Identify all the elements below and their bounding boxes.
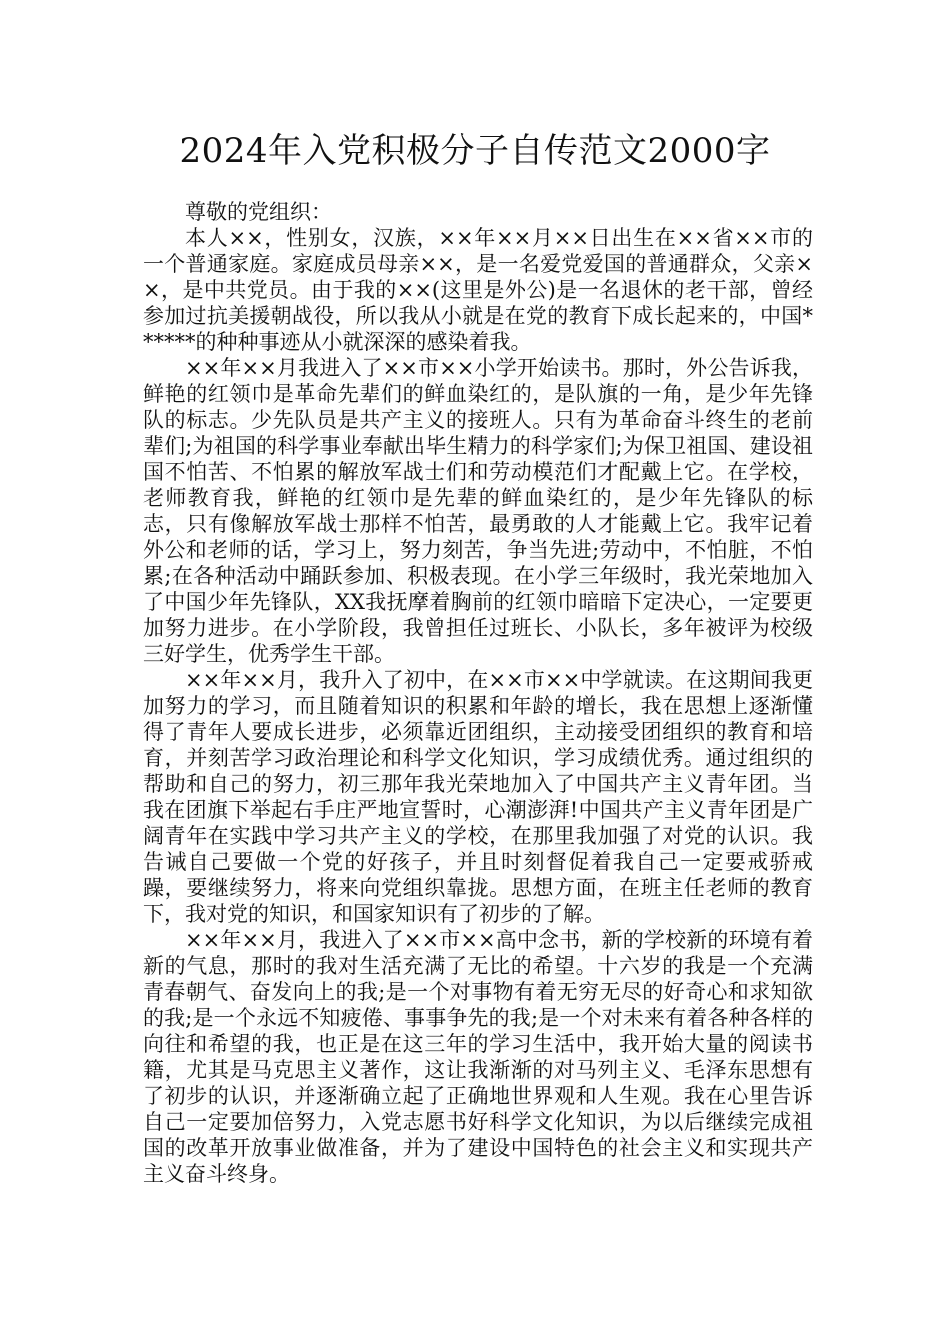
paragraph-junior-high: ××年××月，我升入了初中，在××市××中学就读。在这期间我更加努力的学习，而且随着知识的积累和年龄的增长，我在思想上逐渐懂得了青年人要成长进步，必须靠近团组织，主动接受团组织的教育和培育，并刻苦学习政治理论和科学文化知识，学习成绩优秀。通过组织的帮助和自己的努力，初三那年我光荣地加入了中国共产主义青年团。当我在团旗下举起右手庄严地宣誓时，心潮澎湃!中国共产主义青年团是广阔青年在实践中学习共产主义的学校，在那里我加强了对党的认识。我告诫自己要做一个党的好孩子，并且时刻督促着我自己一定要戒骄戒躁，要继续努力，将来向党组织靠拢。思想方面，在班主任老师的教育下，我对党的知识，和国家知识有了初步的了解。 <box>143 668 813 926</box>
document-body <box>143 199 813 1187</box>
paragraph-primary-school: ××年××月我进入了××市××小学开始读书。那时，外公告诉我，鲜艳的红领巾是革命先辈们的鲜血染红的，是队旗的一角，是少年先锋队的标志。少先队员是共产主义的接班人。只有为革命奋斗终生的老前辈们;为祖国的科学事业奉献出毕生精力的科学家们;为保卫祖国、建设祖国不怕苦、不怕累的解放军战士们和劳动模范们才配戴上它。在学校，老师教育我，鲜艳的红领巾是先辈的鲜血染红的，是少年先锋队的标志，只有像解放军战士那样不怕苦，最勇敢的人才能戴上它。我牢记着外公和老师的话，学习上，努力刻苦，争当先进;劳动中，不怕脏，不怕累;在各种活动中踊跃参加、积极表现。在小学三年级时，我光荣地加入了中国少年先锋队，XX我抚摩着胸前的红领巾暗暗下定决心，一定要更加努力进步。在小学阶段，我曾担任过班长、小队长，多年被评为校级三好学生，优秀学生干部。 <box>143 356 813 666</box>
paragraph-senior-high: ××年××月，我进入了××市××高中念书，新的学校新的环境有着新的气息，那时的我对生活充满了无比的希望。十六岁的我是一个充满青春朝气、奋发向上的我;是一个对事物有着无穷无尽的好奇心和求知欲的我;是一个永远不知疲倦、事事争先的我;是一个对未来有着各种各样的向往和希望的我，也正是在这三年的学习生活中，我开始大量的阅读书籍，尤其是马克思主义著作，这让我渐渐的对马列主义、毛泽东思想有了初步的认识，并逐渐确立起了正确地世界观和人生观。我在心里告诉自己一定要加倍努力，入党志愿书好科学文化知识，为以后继续完成祖国的改革开放事业做准备，并为了建设中国特色的社会主义和实现共产主义奋斗终身。 <box>143 928 813 1186</box>
salutation: 尊敬的党组织： <box>185 200 332 224</box>
document-title: 2024年入党积极分子自传范文2000字 <box>179 131 771 171</box>
paragraph-family-background: 本人××，性别女，汉族，××年××月××日出生在××省××市的一个普通家庭。家庭成员母亲××，是一名爱党爱国的普通群众，父亲××，是中共党员。由于我的××(这里是外公)是一名退休的老干部，曾经参加过抗美援朝战役，所以我从小就是在党的教育下成长起来的，中国******的种种事迹从小就深深的感染着我。 <box>143 226 813 354</box>
